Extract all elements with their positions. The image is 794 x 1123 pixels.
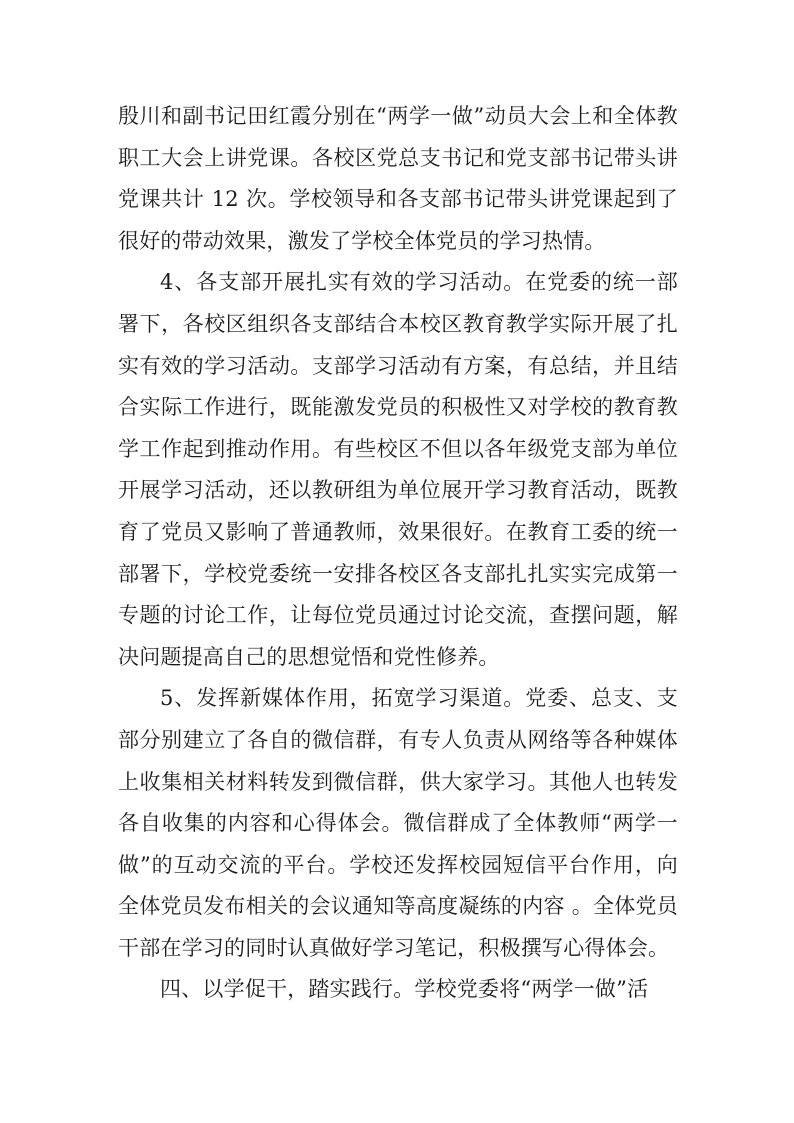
paragraph-item-5: 5、发挥新媒体作用，拓宽学习渠道。党委、总支、支部分别建立了各自的微信群，有专人负责从网络等各种媒体上收集相关材料转发到微信群，供大家学习。其他人也转发各自收集的内容和心得体会。微信群成了全体教师“两学一做”的互动交流的平台。学校还发挥校园短信平台作用，向全体党员发布相关的会议通知等高度凝练的内容 。全体党员干部在学习的同时认真做好学习笔记，积极撰写心得体会。: [118, 686, 678, 960]
paragraph-item-4: 4、各支部开展扎实有效的学习活动。在党委的统一部署下，各校区组织各支部结合本校区教育教学实际开展了扎实有效的学习活动。支部学习活动有方案，有总结，并且结合实际工作进行，既能激发党员的积极性又对学校的教育教学工作起到推动作用。有些校区不但以各年级党支部为单位开展学习活动，还以教研组为单位展开学习教育活动，既教育了党员又影响了普通教师，效果很好。在教育工委的统一部署下，学校党委统一安排各校区各支部扎扎实实完成第一专题的讨论工作，让每位党员通过讨论交流，查摆问题，解决问题提高自己的思想觉悟和党性修养。: [118, 270, 678, 669]
document-body: [118, 96, 678, 1011]
paragraph-continuation: 殷川和副书记田红霞分别在“两学一做”动员大会上和全体教职工大会上讲党课。各校区党总支书记和党支部书记带头讲党课共计 12 次。学校领导和各支部书记带头讲党课起到了很好的带动效果，激发了学校全体党员的学习热情。: [118, 104, 678, 253]
paragraph-section-4: 四、以学促干，踏实践行。学校党委将“两学一做”活: [160, 977, 649, 1002]
